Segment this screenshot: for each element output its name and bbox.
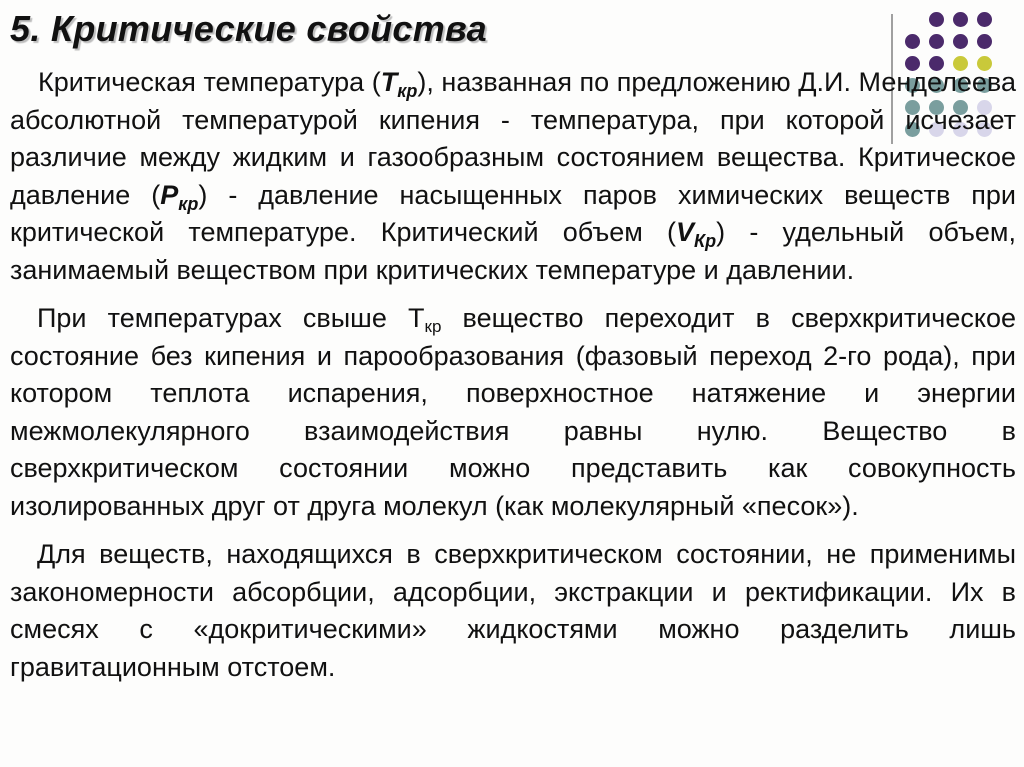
paragraph-supercritical-state: [10, 300, 1016, 525]
symbol-t: T: [380, 67, 398, 97]
paragraph-critical-parameters: [10, 64, 1016, 289]
text-run: ), названная по предложению Д.И. Менделеева абсолютной температурой кипения - температура, при которой исчезает различие между жидким и газообразным состоянием вещества. Критическое давление (: [10, 67, 1016, 210]
subscript-kr: Кр: [694, 231, 717, 251]
decorative-dot: [929, 12, 944, 27]
subscript-kr: кр: [397, 81, 418, 101]
decorative-dot: [977, 34, 992, 49]
subscript-kr: кр: [424, 317, 442, 336]
text-run: ) - удельный объем, занимаемый веществом при критических температуре и давлении.: [10, 217, 1016, 285]
decorative-dot: [953, 34, 968, 49]
subscript-kr: кр: [178, 193, 199, 214]
decorative-dot: [929, 34, 944, 49]
symbol-p: P: [160, 179, 179, 210]
text-run: вещество переходит в сверхкритическое состояние без кипения и парообразования (фазовый переход 2-го рода), при котором теплота испарения, поверхностное натяжение и энергии межмолекулярного взаимодействия равны нулю. Вещество в сверхкритическом состоянии можно представить как совокупность изолированных друг от друга молекул (как молекулярный «песок»).: [10, 303, 1017, 521]
decorative-dot: [905, 34, 920, 49]
symbol-v: V: [676, 217, 695, 247]
text-run: При температурах свыше Т: [37, 303, 425, 333]
text-run: Критическая температура (: [38, 67, 381, 97]
decorative-dot: [977, 12, 992, 27]
paragraph-separation: Для веществ, находящихся в сверхкритическом состоянии, не применимы закономерности абсорбции, адсорбции, экстракции и ректификации. Их в смесях с «докритическими» жидкостями можно разделить лишь гравитационным отстоем.: [10, 539, 1016, 682]
slide-body: [10, 64, 1016, 697]
slide-title: 5. Критические свойства: [10, 8, 487, 49]
decorative-dot: [953, 12, 968, 27]
text-run: ) - давление насыщенных паров химических веществ при критической температуре. Критический объем (: [10, 179, 1016, 247]
